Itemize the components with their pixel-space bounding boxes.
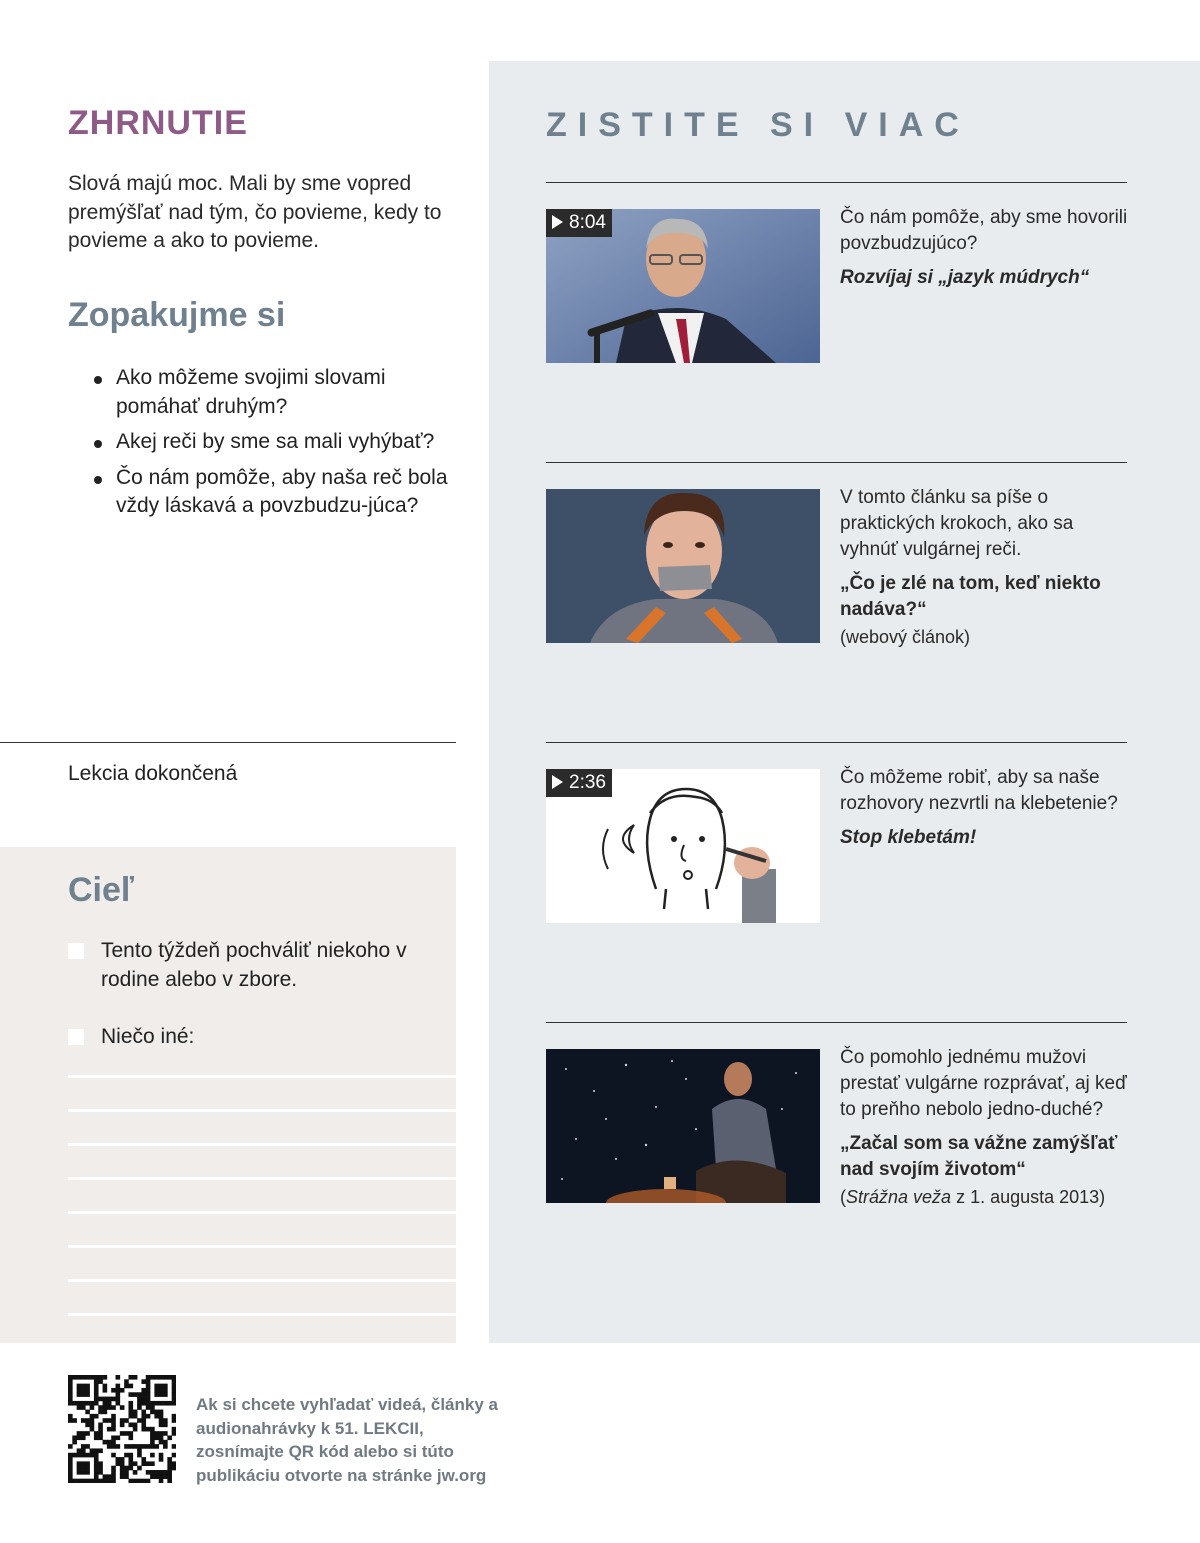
lesson-divider	[0, 742, 456, 743]
man-under-stars-image	[546, 1049, 820, 1203]
item-divider	[546, 462, 1127, 463]
write-in-line[interactable]	[68, 1075, 456, 1078]
write-in-line[interactable]	[68, 1313, 456, 1316]
review-list	[90, 364, 450, 528]
write-in-line[interactable]	[68, 1245, 456, 1248]
review-item	[90, 428, 450, 457]
write-in-line[interactable]	[68, 1177, 456, 1180]
write-in-line[interactable]	[68, 1109, 456, 1112]
item-text	[840, 1045, 1130, 1210]
bullet-icon	[94, 376, 102, 384]
item-description: Čo môžeme robiť, aby sa naše rozhovory nezvrtli na klebetenie?	[840, 767, 1118, 814]
article-thumbnail-taped-mouth[interactable]	[546, 489, 820, 643]
source-publication: Strážna veža	[846, 1187, 952, 1207]
item-source	[840, 1184, 1130, 1210]
article-thumbnail-man-stars[interactable]	[546, 1049, 820, 1203]
write-in-line[interactable]	[68, 1211, 456, 1214]
item-divider	[546, 1022, 1127, 1023]
taped-mouth-image	[546, 489, 820, 643]
qr-code-pattern	[68, 1375, 176, 1483]
summary-title: ZHRNUTIE	[68, 104, 248, 142]
bullet-icon	[94, 476, 102, 484]
item-divider	[546, 182, 1127, 183]
goal-option-praise: Tento týždeň pochváliť niekoho v rodine alebo v zbore.	[101, 939, 407, 991]
write-in-line[interactable]	[68, 1143, 456, 1146]
review-item-text: Akej reči by sme sa mali vyhýbať?	[116, 430, 435, 453]
video-thumbnail-speaker[interactable]	[546, 209, 820, 363]
duration-text: 2:36	[569, 772, 606, 793]
item-description: V tomto článku sa píše o praktických krokoch, ako sa vyhnúť vulgárnej reči.	[840, 487, 1074, 560]
goal-panel	[0, 847, 456, 1343]
video-duration-badge	[546, 209, 612, 237]
duration-text: 8:04	[569, 212, 606, 233]
video-duration-badge	[546, 769, 612, 797]
item-link-title[interactable]: Stop klebetám!	[840, 827, 977, 848]
play-icon	[552, 215, 563, 229]
review-title: Zopakujme si	[68, 296, 286, 334]
review-item-text: Čo nám pomôže, aby naša reč bola vždy láskavá a povzbudzu-júca?	[116, 465, 448, 517]
item-link-title[interactable]: Rozvíjaj si „jazyk múdrych“	[840, 267, 1090, 288]
qr-code[interactable]	[68, 1375, 176, 1483]
item-text	[840, 485, 1130, 650]
learn-more-title: ZISTITE SI VIAC	[546, 106, 970, 144]
source-suffix: z 1. augusta 2013)	[951, 1187, 1106, 1207]
item-text	[840, 765, 1130, 851]
source-prefix: (	[840, 1187, 846, 1207]
review-item	[90, 464, 450, 521]
item-source: (webový článok)	[840, 627, 971, 647]
video-thumbnail-gossip-drawing[interactable]	[546, 769, 820, 923]
goal-title: Cieľ	[68, 871, 135, 909]
goal-option-other: Niečo iné:	[101, 1025, 195, 1048]
lesson-done-label: Lekcia dokončená	[68, 762, 238, 785]
item-description: Čo nám pomôže, aby sme hovorili povzbudzujúco?	[840, 207, 1128, 254]
item-divider	[546, 742, 1127, 743]
item-link-title[interactable]: „Začal som sa vážne zamýšľať nad svojím životom“	[840, 1133, 1118, 1180]
goal-checkbox-other[interactable]	[68, 1029, 84, 1045]
item-link-title[interactable]: „Čo je zlé na tom, keď niekto nadáva?“	[840, 573, 1101, 620]
goal-checkbox-praise[interactable]	[68, 943, 84, 959]
item-text	[840, 205, 1130, 291]
item-description: Čo pomohlo jednému mužovi prestať vulgárne rozprávať, aj keď to preňho nebolo jedno-duché?	[840, 1047, 1127, 1120]
review-item	[90, 364, 450, 421]
play-icon	[552, 775, 563, 789]
review-item-text: Ako môžeme svojimi slovami pomáhať druhým?	[116, 366, 386, 418]
bullet-icon	[94, 440, 102, 448]
summary-text: Slová majú moc. Mali by sme vopred premýšľať nad tým, čo povieme, kedy to povieme a ako to povieme.	[68, 172, 442, 252]
footer-text: Ak si chcete vyhľadať videá, články a audionahrávky k 51. LEKCII, zosnímajte QR kód alebo si túto publikáciu otvorte na stránke jw.org	[196, 1395, 498, 1485]
write-in-line[interactable]	[68, 1279, 456, 1282]
